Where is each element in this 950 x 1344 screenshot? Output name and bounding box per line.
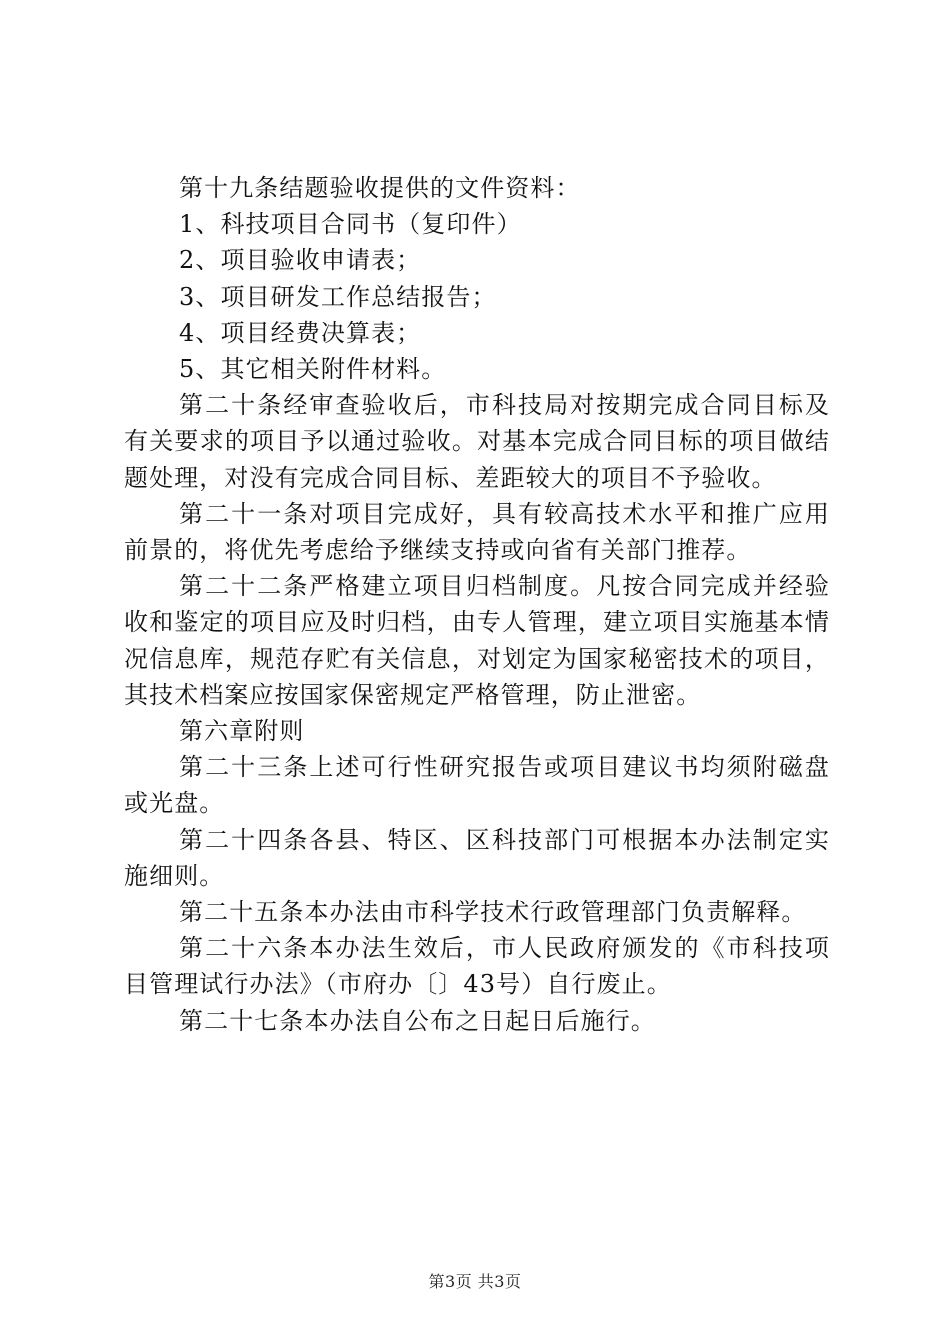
page-footer: 第3页 共3页 bbox=[428, 1272, 522, 1291]
paragraph-article-24: 第二十四条各县、特区、区科技部门可根据本办法制定实施细则。 bbox=[124, 825, 830, 890]
paragraph-article-19: 第十九条结题验收提供的文件资料： bbox=[179, 174, 581, 202]
list-item-1: 1、科技项目合同书（复印件） bbox=[179, 210, 522, 239]
chapter-heading: 第六章附则 bbox=[179, 717, 305, 746]
document-body bbox=[124, 170, 830, 1039]
paragraph-article-26: 第二十六条本办法生效后，市人民政府颁发的《市科技项目管理试行办法》（市府办〔〕43号）自行废止。 bbox=[124, 934, 830, 999]
list-item-5: 5、其它相关附件材料。 bbox=[179, 355, 447, 384]
paragraph-article-22: 第二十二条严格建立项目归档制度。凡按合同完成并经验收和鉴定的项目应及时归档，由专人管理，建立项目实施基本情况信息库，规范存贮有关信息，对划定为国家秘密技术的项目，其技术档案应按国家保密规定严格管理，防止泄密。 bbox=[124, 572, 830, 709]
paragraph-article-21: 第二十一条对项目完成好，具有较高技术水平和推广应用前景的，将优先考虑给予继续支持或向省有关部门推荐。 bbox=[124, 499, 830, 565]
paragraph-article-23: 第二十三条上述可行性研究报告或项目建议书均须附磁盘或光盘。 bbox=[124, 753, 830, 818]
paragraph-article-20: 第二十条经审查验收后，市科技局对按期完成合同目标及有关要求的项目予以通过验收。对基本完成合同目标的项目做结题处理，对没有完成合同目标、差距较大的项目不予验收。 bbox=[124, 391, 830, 492]
paragraph-article-27: 第二十七条本办法自公布之日起日后施行。 bbox=[179, 1006, 656, 1035]
list-item-4: 4、项目经费决算表； bbox=[179, 318, 422, 347]
list-item-3: 3、项目研发工作总结报告； bbox=[179, 282, 497, 311]
paragraph-article-25: 第二十五条本办法由市科学技术行政管理部门负责解释。 bbox=[179, 898, 807, 927]
list-item-2: 2、项目验收申请表； bbox=[179, 246, 422, 275]
